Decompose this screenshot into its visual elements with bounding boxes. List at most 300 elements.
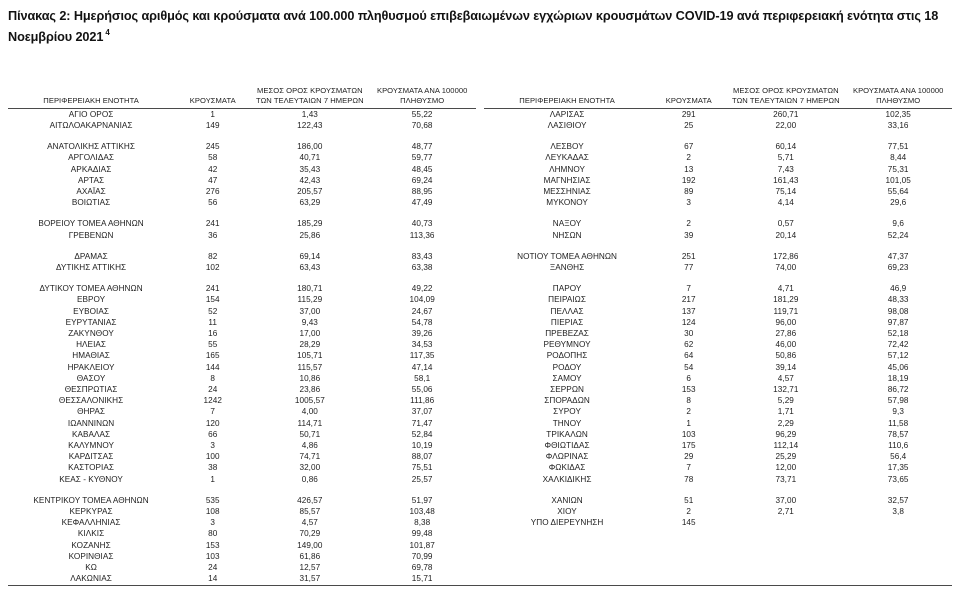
cell-cases: 89 [684, 186, 694, 196]
cell-per-100000: 47,37 [887, 251, 909, 261]
cell-avg-7days: 115,29 [297, 295, 323, 305]
cell-region: ΦΘΙΩΤΙΔΑΣ [544, 441, 590, 450]
table-row [484, 451, 952, 462]
table-row-spacer [484, 241, 952, 251]
cell-region: ΔΡΑΜΑΣ [74, 251, 108, 261]
cell-avg-7days: 114,71 [297, 418, 323, 428]
cell-cases: 2 [686, 507, 692, 517]
cell-region: ΡΟΔΟΠΗΣ [546, 351, 588, 361]
table-row [8, 197, 476, 208]
table-row [484, 395, 952, 406]
cell-avg-7days: 27,86 [775, 328, 797, 338]
table-row [484, 197, 952, 208]
cell-per-100000: 56,4 [890, 452, 907, 462]
cell-cases: 7 [686, 463, 692, 473]
cell-per-100000: 55,64 [887, 186, 909, 196]
cell-per-100000: 48,77 [411, 142, 433, 152]
cell-cases: 2 [686, 153, 692, 163]
table-header-left [8, 86, 476, 108]
cell-region: ΚΑΣΤΟΡΙΑΣ [68, 463, 115, 473]
table-half-left [8, 86, 480, 584]
cell-per-100000: 49,22 [411, 284, 433, 294]
cell-avg-7days: 40,71 [299, 153, 321, 163]
table-row [484, 462, 952, 473]
cell-cases: 2 [686, 219, 692, 229]
cell-cases: 25 [684, 120, 694, 130]
table-row [8, 406, 476, 417]
cell-cases: 103 [205, 551, 220, 561]
table-row-spacer [8, 485, 476, 495]
cell-per-100000: 86,72 [887, 384, 909, 394]
cell-avg-7days: 1,71 [777, 407, 794, 417]
spacer-cell [484, 241, 952, 251]
cell-per-100000: 102,35 [885, 109, 911, 119]
table-row [484, 262, 952, 273]
header-per-100000 [368, 86, 476, 108]
table-row [484, 317, 952, 328]
cell-avg-7days: 50,71 [299, 429, 321, 439]
cell-avg-7days [727, 517, 844, 528]
cell-cases: 62 [684, 340, 694, 350]
cell-region: ΡΕΘΥΜΝΟΥ [543, 340, 591, 350]
table-row [8, 373, 476, 384]
cell-per-100000: 97,87 [887, 317, 909, 327]
table-row [8, 218, 476, 229]
cell-per-100000: 52,24 [887, 230, 909, 240]
table-row [484, 175, 952, 186]
header-cases: ΚΡΟΥΣΜΑΤΑ [174, 86, 251, 108]
cell-region: ΠΕΛΛΑΣ [550, 306, 584, 316]
table-row [484, 506, 952, 517]
cell-cases: 145 [681, 518, 696, 528]
table-row [484, 418, 952, 429]
cell-region: ΛΗΜΝΟΥ [549, 164, 586, 174]
cell-cases: 58 [208, 153, 218, 163]
cell-avg-7days: 31,57 [299, 574, 321, 584]
cell-avg-7days: 96,29 [775, 429, 797, 439]
table-row [8, 186, 476, 197]
cell-region: ΤΡΙΚΑΛΩΝ [546, 429, 588, 439]
table-row-spacer [484, 485, 952, 495]
cell-per-100000: 47,49 [411, 198, 433, 208]
cell-avg-7days: 70,29 [299, 529, 321, 539]
cell-cases: 1 [686, 418, 692, 428]
cell-cases: 29 [684, 452, 694, 462]
cell-cases: 78 [684, 474, 694, 484]
table-row [484, 406, 952, 417]
cell-per-100000: 63,38 [411, 262, 433, 272]
table-row [8, 528, 476, 539]
cell-region: ΚΙΛΚΙΣ [77, 529, 105, 539]
cell-cases: 535 [205, 495, 220, 505]
cell-per-100000: 77,51 [887, 142, 909, 152]
cell-cases: 165 [205, 351, 220, 361]
cell-avg-7days: 112,14 [773, 441, 799, 450]
table-row [484, 120, 952, 131]
cell-cases: 55 [208, 340, 218, 350]
table-row [8, 362, 476, 373]
cell-cases: 192 [681, 175, 696, 185]
cell-region: ΝΑΞΟΥ [552, 219, 582, 229]
table-row [484, 164, 952, 175]
cell-per-100000: 32,57 [887, 495, 909, 505]
cell-avg-7days: 205,57 [297, 186, 323, 196]
header-per-line2: ΠΛΗΘΥΣΜΟ [876, 95, 921, 105]
table-row [8, 230, 476, 241]
cell-region: ΗΛΕΙΑΣ [76, 340, 107, 350]
regional-cases-table-left [8, 86, 476, 584]
table-row-spacer [8, 131, 476, 141]
table-row-spacer [8, 241, 476, 251]
table-header-row [8, 86, 476, 108]
cell-avg-7days: 12,57 [299, 563, 321, 573]
table-row [484, 218, 952, 229]
table-row [8, 339, 476, 350]
caption-footnote-marker: 4 [105, 28, 110, 38]
cell-cases: 8 [210, 373, 216, 383]
cell-cases: 1242 [203, 396, 222, 406]
table-row [484, 108, 952, 120]
caption-text: Πίνακας 2: Ημερήσιος αριθμός και κρούσματα ανά 100.000 πληθυσμού επιβεβαιωμένων εγχώριων κρουσμάτων COVID-19 ανά περιφερειακή ενότητα στις 18 Νοεμβρίου 2021 [8, 9, 939, 44]
cell-avg-7days: 2,71 [777, 507, 794, 517]
cell-per-100000: 45,06 [887, 362, 909, 372]
cell-per-100000: 101,87 [409, 540, 435, 550]
cell-per-100000: 78,57 [887, 429, 909, 439]
cell-per-100000: 33,16 [887, 120, 909, 130]
cell-avg-7days: 69,14 [299, 251, 321, 261]
cell-per-100000: 52,84 [411, 429, 433, 439]
table-row [484, 362, 952, 373]
cell-per-100000: 9,3 [892, 407, 904, 417]
cell-region: ΧΑΛΚΙΔΙΚΗΣ [542, 474, 592, 484]
cell-avg-7days: 0,86 [301, 474, 318, 484]
cell-cases: 245 [205, 142, 220, 152]
cell-cases: 54 [684, 362, 694, 372]
table-row [8, 418, 476, 429]
table-row [484, 186, 952, 197]
cell-avg-7days: 180,71 [297, 284, 323, 294]
cell-avg-7days: 1,43 [301, 109, 318, 119]
cell-cases: 100 [205, 452, 220, 462]
cell-region: ΠΑΡΟΥ [552, 284, 582, 294]
cell-cases: 2 [686, 407, 692, 417]
cell-region: ΠΙΕΡΙΑΣ [550, 317, 584, 327]
table-row-spacer [484, 208, 952, 218]
cell-per-100000: 51,97 [411, 495, 433, 505]
table-row [484, 251, 952, 262]
cell-region: ΜΥΚΟΝΟΥ [546, 198, 588, 208]
cell-region: ΚΩ [85, 563, 97, 573]
cell-region: ΚΑΒΑΛΑΣ [71, 429, 111, 439]
cell-region: ΣΑΜΟΥ [552, 373, 582, 383]
cell-cases: 241 [205, 219, 220, 229]
cell-region: ΛΑΣΙΘΙΟΥ [547, 120, 587, 130]
cell-avg-7days: 4,86 [301, 441, 318, 450]
cell-cases: 51 [684, 495, 694, 505]
table-row [8, 152, 476, 163]
cell-region: ΥΠΟ ΔΙΕΡΕΥΝΗΣΗ [530, 518, 604, 528]
table-row [8, 474, 476, 485]
cell-cases: 137 [681, 306, 696, 316]
cell-cases: 1 [210, 109, 216, 119]
cell-avg-7days: 186,00 [297, 142, 323, 152]
cell-cases: 56 [208, 198, 218, 208]
cell-region: ΑΡΓΟΛΙΔΑΣ [68, 153, 114, 163]
cell-cases: 120 [205, 418, 220, 428]
cell-cases: 108 [205, 507, 220, 517]
cell-per-100000: 39,26 [411, 328, 433, 338]
cell-cases: 30 [684, 328, 694, 338]
cell-cases: 39 [684, 230, 694, 240]
cell-per-100000: 71,47 [411, 418, 433, 428]
cell-avg-7days: 10,86 [299, 373, 321, 383]
cell-avg-7days: 1005,57 [294, 396, 325, 406]
cell-per-100000: 69,78 [411, 563, 433, 573]
cell-cases: 80 [208, 529, 218, 539]
cell-avg-7days: 119,71 [773, 306, 799, 316]
cell-region: ΔΥΤΙΚΟΥ ΤΟΜΕΑ ΑΘΗΝΩΝ [39, 284, 143, 294]
header-region: ΠΕΡΙΦΕΡΕΙΑΚΗ ΕΝΟΤΗΤΑ [484, 86, 650, 108]
cell-cases: 24 [208, 384, 218, 394]
table-row [484, 283, 952, 294]
cell-region: ΣΠΟΡΑΔΩΝ [544, 396, 590, 406]
cell-region: ΘΕΣΠΡΩΤΙΑΣ [64, 384, 118, 394]
header-per-line1: ΚΡΟΥΣΜΑΤΑ ΑΝΑ 100000 [852, 86, 944, 95]
cell-avg-7days: 46,00 [775, 340, 797, 350]
table-row [484, 328, 952, 339]
table-columns-wrapper [8, 86, 952, 584]
table-row [484, 440, 952, 451]
cell-cases: 153 [205, 540, 220, 550]
table-row [8, 251, 476, 262]
header-region: ΠΕΡΙΦΕΡΕΙΑΚΗ ΕΝΟΤΗΤΑ [8, 86, 174, 108]
cell-cases: 77 [684, 262, 694, 272]
table-row [484, 152, 952, 163]
cell-region: ΗΡΑΚΛΕΙΟΥ [67, 362, 115, 372]
table-row [8, 164, 476, 175]
cell-region: ΕΒΡΟΥ [76, 295, 106, 305]
cell-avg-7days: 35,43 [299, 164, 321, 174]
cell-cases: 154 [205, 295, 220, 305]
cell-avg-7days: 32,00 [299, 463, 321, 473]
table-row-spacer [8, 208, 476, 218]
cell-region: ΕΥΒΟΙΑΣ [73, 306, 110, 316]
cell-avg-7days: 39,14 [775, 362, 797, 372]
cell-region: ΦΩΚΙΔΑΣ [548, 463, 586, 473]
cell-cases: 251 [681, 251, 696, 261]
cell-per-100000: 75,51 [411, 463, 433, 473]
cell-cases: 102 [205, 262, 220, 272]
cell-avg-7days: 63,43 [299, 262, 321, 272]
cell-region: ΧΙΟΥ [557, 507, 577, 517]
cell-region: ΚΑΡΔΙΤΣΑΣ [68, 452, 114, 462]
header-avg-line1: ΜΕΣΟΣ ΟΡΟΣ ΚΡΟΥΣΜΑΤΩΝ [733, 86, 839, 95]
cell-per-100000: 69,24 [411, 175, 433, 185]
cell-cases: 276 [205, 186, 220, 196]
cell-per-100000: 57,98 [887, 396, 909, 406]
table-row-spacer [484, 273, 952, 283]
table-row [8, 120, 476, 131]
cell-avg-7days: 9,43 [301, 317, 318, 327]
cell-cases: 7 [210, 407, 216, 417]
cell-cases: 14 [208, 574, 218, 584]
cell-avg-7days: 149,00 [297, 540, 323, 550]
cell-per-100000: 101,05 [885, 175, 911, 185]
cell-region: ΚΕΝΤΡΙΚΟΥ ΤΟΜΕΑ ΑΘΗΝΩΝ [33, 495, 149, 505]
cell-per-100000: 73,65 [887, 474, 909, 484]
cell-avg-7days: 161,43 [773, 175, 799, 185]
cell-avg-7days: 185,29 [297, 219, 323, 229]
cell-per-100000: 37,07 [411, 407, 433, 417]
table-row [484, 339, 952, 350]
cell-per-100000: 54,78 [411, 317, 433, 327]
cell-region: ΦΛΩΡΙΝΑΣ [545, 452, 589, 462]
cell-avg-7days: 75,14 [775, 186, 797, 196]
table-row [8, 540, 476, 551]
cell-region: ΘΕΣΣΑΛΟΝΙΚΗΣ [58, 396, 124, 406]
cell-region: ΣΥΡΟΥ [553, 407, 581, 417]
cell-cases: 3 [210, 441, 216, 450]
cell-per-100000: 48,45 [411, 164, 433, 174]
cell-region: ΝΟΤΙΟΥ ΤΟΜΕΑ ΑΘΗΝΩΝ [517, 251, 618, 261]
cell-avg-7days: 74,71 [299, 452, 321, 462]
cell-avg-7days: 37,00 [775, 495, 797, 505]
cell-region: ΝΗΣΩΝ [552, 230, 582, 240]
cell-cases: 66 [208, 429, 218, 439]
header-per-line1: ΚΡΟΥΣΜΑΤΑ ΑΝΑ 100000 [376, 86, 468, 95]
spacer-cell [8, 273, 476, 283]
table-row [484, 474, 952, 485]
cell-avg-7days: 260,71 [773, 109, 799, 119]
header-avg-line1: ΜΕΣΟΣ ΟΡΟΣ ΚΡΟΥΣΜΑΤΩΝ [257, 86, 363, 95]
cell-per-100000: 24,67 [411, 306, 433, 316]
data-table-area [8, 86, 952, 586]
cell-avg-7days: 12,00 [775, 463, 797, 473]
table-row [484, 306, 952, 317]
cell-cases: 38 [208, 463, 218, 473]
table-row [484, 517, 952, 528]
cell-region: ΜΑΓΝΗΣΙΑΣ [543, 175, 591, 185]
table-row [8, 262, 476, 273]
cell-cases: 3 [686, 198, 692, 208]
cell-avg-7days: 0,57 [777, 219, 794, 229]
cell-avg-7days: 73,71 [775, 474, 797, 484]
cell-region: ΑΡΚΑΔΙΑΣ [70, 164, 112, 174]
table-body-left [8, 108, 476, 584]
table-row [8, 506, 476, 517]
cell-region: ΧΑΝΙΩΝ [551, 495, 583, 505]
cell-per-100000: 88,95 [411, 186, 433, 196]
table-row [8, 283, 476, 294]
cell-region: ΜΕΣΣΗΝΙΑΣ [543, 186, 591, 196]
table-row [8, 306, 476, 317]
cell-avg-7days: 5,29 [777, 396, 794, 406]
table-row [484, 384, 952, 395]
cell-cases: 124 [681, 317, 696, 327]
cell-per-100000: 17,35 [887, 463, 909, 473]
cell-cases: 241 [205, 284, 220, 294]
spacer-cell [8, 131, 476, 141]
table-row [8, 141, 476, 152]
cell-cases: 3 [210, 518, 216, 528]
cell-cases: 6 [686, 373, 692, 383]
spacer-cell [8, 241, 476, 251]
table-body-right [484, 108, 952, 528]
spacer-cell [484, 208, 952, 218]
cell-region: ΛΑΚΩΝΙΑΣ [70, 574, 112, 584]
table-row [8, 562, 476, 573]
cell-region: ΒΟΡΕΙΟΥ ΤΟΜΕΑ ΑΘΗΝΩΝ [38, 219, 144, 229]
table-row [8, 429, 476, 440]
table-row [8, 551, 476, 562]
cell-per-100000: 25,57 [411, 474, 433, 484]
table-row [8, 440, 476, 451]
cell-per-100000: 8,44 [890, 153, 907, 163]
cell-per-100000: 111,86 [410, 396, 435, 406]
cell-per-100000: 88,07 [411, 452, 433, 462]
cell-region: ΠΡΕΒΕΖΑΣ [545, 328, 589, 338]
cell-per-100000: 58,1 [414, 373, 431, 383]
cell-per-100000: 117,35 [409, 351, 435, 361]
cell-cases: 7 [686, 284, 692, 294]
spacer-cell [484, 273, 952, 283]
cell-avg-7days: 20,14 [775, 230, 797, 240]
table-row [8, 517, 476, 528]
header-avg-7days [251, 86, 368, 108]
cell-cases: 82 [208, 251, 218, 261]
cell-per-100000: 55,06 [411, 384, 433, 394]
cell-region: ΤΗΝΟΥ [552, 418, 582, 428]
cell-cases: 291 [681, 109, 696, 119]
cell-per-100000: 10,19 [411, 441, 433, 450]
cell-avg-7days: 37,00 [299, 306, 321, 316]
table-row [8, 573, 476, 584]
cell-avg-7days: 426,57 [297, 495, 323, 505]
table-row [484, 141, 952, 152]
table-header-right [484, 86, 952, 108]
cell-avg-7days: 4,71 [777, 284, 794, 294]
cell-cases: 153 [681, 384, 696, 394]
cell-avg-7days: 60,14 [775, 142, 797, 152]
cell-cases: 103 [681, 429, 696, 439]
cell-cases: 144 [205, 362, 220, 372]
cell-cases: 64 [684, 351, 694, 361]
header-per-line2: ΠΛΗΘΥΣΜΟ [400, 95, 445, 105]
cell-per-100000: 40,73 [411, 219, 433, 229]
cell-avg-7days: 4,57 [301, 518, 318, 528]
table-row [8, 462, 476, 473]
cell-per-100000: 113,36 [409, 230, 435, 240]
cell-region: ΚΕΡΚΥΡΑΣ [69, 507, 113, 517]
cell-region: ΑΝΑΤΟΛΙΚΗΣ ΑΤΤΙΚΗΣ [47, 142, 135, 152]
table-row [484, 230, 952, 241]
cell-per-100000: 57,12 [887, 351, 909, 361]
cell-region: ΛΑΡΙΣΑΣ [549, 109, 585, 119]
cell-per-100000: 34,53 [411, 340, 433, 350]
cell-region: ΚΕΦΑΛΛΗΝΙΑΣ [61, 518, 121, 528]
cell-avg-7days: 61,86 [299, 551, 321, 561]
header-per-100000 [844, 86, 952, 108]
cell-region: ΘΑΣΟΥ [76, 373, 106, 383]
cell-per-100000: 11,58 [888, 418, 909, 428]
cell-region: ΕΥΡΥΤΑΝΙΑΣ [65, 317, 117, 327]
cell-avg-7days: 4,14 [777, 198, 794, 208]
cell-per-100000: 110,6 [888, 441, 909, 450]
cell-cases: 67 [684, 142, 694, 152]
cell-per-100000: 69,23 [887, 262, 909, 272]
cell-cases: 217 [681, 295, 696, 305]
table-row [484, 294, 952, 305]
